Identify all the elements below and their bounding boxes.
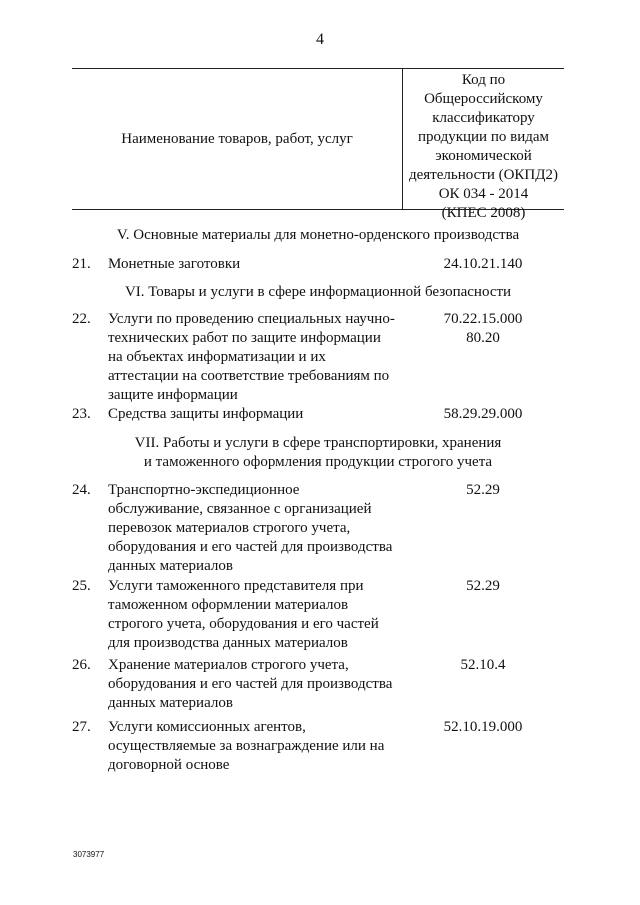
row-name-line: договорной основе [108,757,230,773]
row-code-line: 24.10.21.140 [443,256,523,272]
row-name-line: Хранение материалов строгого учета, [108,657,349,673]
row-name-line: обслуживание, связанное с организацией [108,501,372,517]
row-code [402,481,564,500]
row-name-line: Услуги по проведению специальных научно- [108,311,395,327]
page-number: 4 [316,31,324,48]
row-code-line: 80.20 [466,330,500,346]
row-name-line: Транспортно-экспедиционное [108,482,300,498]
document-id: 3073977 [73,850,105,859]
section-title [72,283,564,302]
section-title [72,226,564,245]
row-name-line: Монетные заготовки [108,256,241,272]
row-name-line: технических работ по защите информации [108,330,381,346]
row-number: 21. [72,256,91,272]
row-name-line: аттестации на соответствие требованиям по [108,368,390,384]
section-title [72,434,564,472]
row-number: 24. [72,482,91,498]
header-name-column [72,69,402,209]
header-code-line: классификатору [432,110,535,126]
row-code [402,656,564,675]
row-name-line: осуществляемые за вознаграждение или на [108,738,385,754]
row-code-line: 52.10.4 [460,657,506,673]
row-name-line: Средства защиты информации [108,406,304,422]
header-code-line: Код по [461,72,506,88]
row-name [108,656,404,713]
row-name-line: на объектах информатизации и их [108,349,326,365]
row-code-line: 58.29.29.000 [443,406,523,422]
row-code [402,718,564,737]
section-title-line: V. Основные материалы для монетно-орденского производства [116,227,520,243]
row-name-line: для производства данных материалов [108,635,348,651]
row-code [402,310,564,348]
row-name [108,481,404,576]
header-name-label: Наименование товаров, работ, услуг [121,130,353,147]
row-name [108,310,404,405]
row-name-line: строгого учета, оборудования и его частей [108,616,379,632]
row-name-line: оборудования и его частей для производства [108,539,393,555]
row-name [108,577,404,653]
row-code-line: 70.22.15.000 [443,311,523,327]
row-name-line: таможенном оформлении материалов [108,597,349,613]
row-name-line: данных материалов [108,695,233,711]
row-number: 27. [72,719,91,735]
row-number: 26. [72,657,91,673]
row-code-line: 52.29 [466,482,500,498]
row-name-line: оборудования и его частей для производства [108,676,393,692]
row-name-line: данных материалов [108,558,233,574]
row-code [402,577,564,596]
section-title-line: VII. Работы и услуги в сфере транспортировки, хранения [134,435,502,451]
row-name [108,255,404,274]
section-title-line: и таможенного оформления продукции строгого учета [143,454,493,470]
row-name-line: Услуги таможенного представителя при [108,578,364,594]
row-number: 22. [72,311,91,327]
row-code-line: 52.10.19.000 [443,719,523,735]
row-name [108,718,404,775]
header-code-line: (КПЕС 2008) [441,205,526,221]
row-name-line: перевозок материалов строгого учета, [108,520,351,536]
section-title-line: VI. Товары и услуги в сфере информационной безопасности [124,284,512,300]
header-code-line: экономической [435,148,532,164]
row-number: 25. [72,578,91,594]
row-code-line: 52.29 [466,578,500,594]
header-code-line: ОК 034 - 2014 [438,186,529,202]
row-code [402,405,564,424]
header-code-line: Общероссийскому [424,91,543,107]
row-number: 23. [72,406,91,422]
row-code [402,255,564,274]
header-code-line: деятельности (ОКПД2) [408,167,558,183]
header-code-column [402,69,564,221]
header-code-line: продукции по видам [417,129,549,145]
row-name-line: Услуги комиссионных агентов, [108,719,306,735]
row-name [108,405,404,424]
row-name-line: защите информации [108,387,238,403]
table-header [72,68,564,221]
